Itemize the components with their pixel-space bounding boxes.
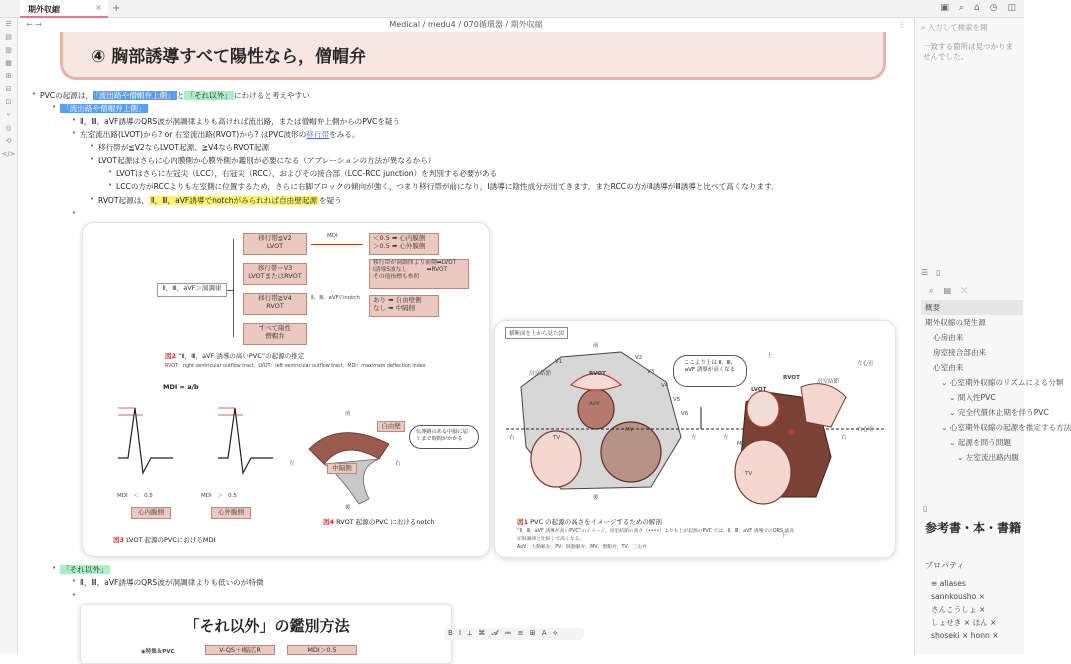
outline-item[interactable]: ⌄ 心室期外収縮の起源を推定する方法 [941, 423, 1071, 432]
home-icon[interactable]: ⌂ [973, 3, 980, 13]
outline-tools [929, 286, 967, 296]
search-icon: ⌕ [921, 23, 928, 32]
list-item[interactable]: • Ⅱ，Ⅲ，aVF誘導のQRS波が洞調律よりも低いのが特徴 [72, 577, 264, 587]
endo-result: 心内膜側 [131, 507, 171, 519]
graph-icon[interactable]: ⑂ [6, 111, 11, 119]
list-item[interactable]: • LVOT起源はさらに心内膜側か心膜外側か鑑別が必要になる（アブレーションの方法が異なるから） [90, 155, 436, 165]
right-sidebar [914, 18, 1071, 654]
bubble-conduction: 伝導路のある中隔に届くまで時間がかかる [409, 425, 479, 449]
list-item[interactable]: • 「それ以外」 [52, 564, 108, 574]
list-item[interactable]: • 移行帯が≦V2ならLVOT起源、≧V4ならRVOT起源 [90, 142, 270, 152]
tab-title: 期外収縮 [28, 5, 60, 14]
search-icon[interactable]: ⌕ [958, 3, 964, 13]
outline-item[interactable]: ⌄ 完全代償休止期を伴うPVC [949, 408, 1049, 417]
outline-item[interactable]: ⌄ 間入性PVC [949, 393, 996, 402]
collapse-icon[interactable]: ⤫ [961, 286, 968, 295]
copy-icon[interactable]: ▤ [943, 286, 952, 295]
v3-result: 移行帯が洞調律より前側➡LVOT Ⅰ誘導S波なし ➡RVOT その他指標も参照 [369, 259, 469, 289]
mdi-lt: MDI ＜ 0.5 [117, 493, 153, 499]
code-icon[interactable]: </> [1, 150, 16, 158]
epi-result: 心外膜側 [211, 507, 251, 519]
mdi-waveforms [113, 403, 293, 483]
figure-flowchart: Ⅱ，Ⅲ，aVF＞洞調律 移行帯≦V2 LVOT 移行帯＝V3 LVOTまたはRVOT 移行帯≧V4 RVOT すべて陽性 僧帽弁 MDI ＜0.5 ➡ 心内膜側 ＞0.5 ➡ 心外膜側 移行帯が洞調律より前側➡LVOT Ⅰ誘導S波なし ➡RVOT その他指標も参照 Ⅱ，Ⅲ，aVFのnotch あり ➡ 自由壁側 なし ➡ 中隔側 図2 “Ⅱ，Ⅲ，aVF 誘導の高いPVC”の起源の推定 RVOT：right ventricular outflow tract，LVOT：left ventricular outflow tract，MDI：maximam deflection index MDI = a/b MDI ＜ 0.5 MDI ＞ 0.5 心内膜側 心外膜側 図3 LVOT 起源のPVCにおけるMDI 前 自由壁 左 右 中隔側 後 伝導路のある中隔に届くまで時間がかかる 図4 RVOT 起源のPVC におけるnotch [82, 222, 490, 557]
caption-fig1: 図1 PVC の起源の高さをイメージするための解剖 [517, 518, 662, 526]
figure-title: 「それ以外」の鑑別方法 [184, 617, 350, 635]
mdi-gt: MDI ＞ 0.5 [201, 493, 237, 499]
layout-icon[interactable]: ▣ [940, 3, 949, 13]
clock-icon[interactable]: ◷ [989, 3, 998, 13]
right-toolbar [940, 3, 1016, 13]
outline-tab-icon[interactable]: ☰ [921, 268, 929, 277]
caption-fig3: 図3 LVOT 起源のPVCにおけるMDI [113, 536, 216, 544]
box-lvot: 移行帯≦V2 LVOT [243, 233, 307, 255]
list-item[interactable]: • 左室流出路(LVOT)から? or 右室流出路(RVOT)から? はPVC波形の移行帯をみる。 [72, 129, 360, 139]
box-rvot: 移行帯≧V4 RVOT [243, 293, 307, 315]
box-mitral: すべて陽性 僧帽弁 [243, 323, 307, 345]
table-icon[interactable]: ▦ [5, 59, 12, 67]
outline-list [921, 300, 1071, 465]
mdi-label: MDI [327, 233, 338, 239]
alias-row: しょせき × ほん × [931, 617, 997, 627]
sidebar-icon[interactable]: ◫ [1007, 3, 1016, 13]
file-icon[interactable]: ▯ [923, 504, 928, 513]
bubble-height: ここより上は Ⅱ，Ⅲ，aVF 誘導が高くなる [673, 355, 747, 387]
note-content: ④ 胸部誘導すべて陽性なら，僧帽弁 • PVCの起源は， 「流出路や僧帽弁上側」 と 「それ以外」 にわけると考えやすい • 「流出路や僧帽弁上側」 • Ⅱ，Ⅲ，aVF誘導のQRS波が洞調律よりも高ければ流出路，または僧帽弁上側からのPVCを疑う • 左室流出路(LVOT)から? or 右室流出路(RVOT)から? はPVC波形の移行帯をみる。 • 移行帯が≦V2ならLVOT起源、≧V4ならRVOT起源 • LVOT起源はさらに心内膜側か心膜外側か鑑別が必要になる（アブレーションの方法が異なるから） • LVOTはさらに左冠尖（LCC），右冠尖（RCC），およびその接合部（LCC-RCC junction）を判別する必要がある • LCCの方がRCCよりも左室側に位置するため，さらに右脚ブロックの傾向が強く，つまり移行帯が前になり，Ⅰ誘導に陰性成分が出てきます．またRCCの方がⅡ誘導がⅢ誘導と比べて高くなります． • RVOT起源は， Ⅱ，Ⅲ，aVF誘導でnotchがみられれば自由壁起源 を疑う • Ⅱ，Ⅲ，aVF＞洞調律 移行帯≦V2 LVOT 移行帯＝V3 LVOTまたはRVOT 移行帯≧V4 RVOT すべて陽性 僧帽弁 MDI ＜0.5 ➡ 心内膜側 ＞0.5 ➡ 心外膜側 移行帯が洞調律より前側➡LVOT Ⅰ誘導S波なし ➡RVOT その他指標も参照 Ⅱ，Ⅲ，aVFのnotch あり ➡ 自由壁側 なし ➡ 中隔側 図2 “Ⅱ，Ⅲ，aVF 誘導の高いPVC”の起源の推定 RVOT：right ventricular outflow tract，LVOT：left ventricular outflow tract，MDI：maximam deflection index MDI = a/b MDI ＜ 0.5 MDI ＞ 0.5 心内膜側 心外膜側 図3 LVOT 起源のPVCにおけるMDI 前 自由壁 左 右 中隔側 後 伝導路のある中隔に届くまで時間がかかる 図4 RVOT 起源のPVC におけるnotch 横断面を上から見た図 前 後 右 左 房室結節 RVOT AoV TV MV V1 V2 V3 V4 V5 V6 ここより上は Ⅱ，Ⅲ，aVF 誘導が高くなる 上 下 LVOT RVOT 房室結節 左心室 右心室 左 右 MV TV 図1 PVC の起源の高さをイメージするための解剖 “Ⅱ，Ⅲ，aVF 誘導が高いPVC”のイメージ。房室結節の高さ（••••）よりも上が起源のPVC では，Ⅱ，Ⅲ，aVF 誘導でのQRS 波高 が洞調律と比較して高くなる。 AoV：大動脈弁，PV：肺動脈弁，MV：僧帽弁，TV：三尖弁 • 「それ以外」 • Ⅱ，Ⅲ，aVF誘導のQRS波が洞調律よりも低いのが特徴 • 「それ以外」の鑑別方法 ◉特集＆PVC V-QS＋Ⅰ幅広R MDI＞0.5 [18, 32, 914, 654]
aliases-list [931, 578, 999, 643]
no-match-text: 一致する箇所は見つかりませんでした。 [923, 42, 1013, 62]
aliases-key: ≡ aliases [931, 579, 966, 588]
tab-active[interactable] [20, 0, 108, 18]
box-v3: 移行帯＝V3 LVOTまたはRVOT [243, 263, 307, 285]
search-icon[interactable]: ⌕ [929, 286, 934, 295]
outline-item[interactable]: 心室由来 [933, 363, 964, 372]
board-icon[interactable]: ⊞ [5, 72, 12, 80]
outline-item[interactable]: 期外収縮の発生源 [925, 318, 986, 327]
figure-other: 「それ以外」の鑑別方法 ◉特集＆PVC V-QS＋Ⅰ幅広R MDI＞0.5 [80, 604, 452, 664]
tab-bar [0, 0, 1024, 18]
outline-item[interactable]: ⌄ 左室流出路内腹 [957, 453, 1019, 462]
notch-result: あり ➡ 自由壁側 なし ➡ 中隔側 [369, 295, 439, 317]
new-tab-button[interactable]: + [112, 3, 121, 14]
list-item[interactable]: • RVOT起源は， Ⅱ，Ⅲ，aVF誘導でnotchがみられれば自由壁起源 を疑う [90, 195, 342, 205]
template-icon[interactable]: ⊟ [5, 85, 12, 93]
caption-fig2-sub: RVOT：right ventricular outflow tract，LVOT：left ventricular outflow tract，MDI：maximam deflection index [165, 364, 426, 369]
outline-item[interactable]: ⌄ 起源を問う問題 [949, 438, 1011, 447]
free-wall-label: 自由壁 [377, 421, 405, 432]
list-item[interactable]: • PVCの起源は， 「流出路や僧帽弁上側」 と 「それ以外」 にわけると考えやすい [32, 90, 310, 100]
outline-item[interactable]: 房室接合部由来 [933, 348, 987, 357]
search-input[interactable]: ⌕ 入力して検索を開 [921, 23, 988, 32]
root-box: Ⅱ，Ⅲ，aVF＞洞調律 [157, 283, 227, 297]
target-icon[interactable]: ◎ [5, 124, 12, 132]
alias-row: sannkousho × [931, 591, 986, 601]
list-item[interactable]: • 「流出路や僧帽弁上側」 [52, 103, 146, 113]
mdi-formula: MDI = a/b [163, 383, 199, 391]
alias-row: さんこうしょ × [931, 604, 986, 614]
format-toolbar[interactable]: B I ⟂ ⌘ 𝓐 ≔ ≡ ⊞ A ⟡ [444, 628, 584, 640]
heading-banner: ④ 胸部誘導すべて陽性なら，僧帽弁 [60, 32, 886, 80]
files-icon[interactable]: ☰ [5, 20, 12, 28]
more-options-icon[interactable]: ⋮ [898, 20, 906, 29]
cross-section-label: 横断面を上から見た図 [505, 327, 568, 339]
list-item[interactable]: • LCCの方がRCCよりも左室側に位置するため，さらに右脚ブロックの傾向が強く，つまり移行帯が前になり，Ⅰ誘導に陰性成分が出てきます．またRCCの方がⅡ誘導がⅢ誘導と比べて高くなります． [108, 181, 779, 191]
figure-anatomy: 横断面を上から見た図 前 後 右 左 房室結節 RVOT AoV TV MV V1 V2 V3 V4 V5 V6 ここより上は Ⅱ，Ⅲ，aVF 誘導が高くなる 上 下 LVOT RVOT 房室結節 左心室 右心室 左 右 MV TV 図1 PVC の起源の高さをイメージするための解剖 “Ⅱ，Ⅲ，aVF 誘導が高いPVC”のイメージ。房室結節の高さ（••••）よりも上が起源のPVC では，Ⅱ，Ⅲ，aVF 誘導でのQRS 波高 が洞調律と比較して高くなる。 AoV：大動脈弁，PV：肺動脈弁，MV：僧帽弁，TV：三尖弁 [494, 320, 896, 558]
close-icon[interactable]: × [95, 3, 102, 12]
septum-label: 中隔側 [327, 463, 357, 474]
alias-row: shoseki × honn × [931, 630, 999, 640]
breadcrumb-bar [18, 18, 914, 32]
breadcrumb: Medical / medu4 / 070循環器 / 期外収縮 [389, 20, 543, 29]
grid-icon[interactable]: ▥ [5, 46, 12, 54]
properties-label: プロパティ [925, 561, 965, 570]
nav-arrows-icon[interactable]: ← → [26, 20, 42, 29]
caption-fig2: 図2 “Ⅱ，Ⅲ，aVF 誘導の高いPVC”の起源の推定 [165, 352, 305, 360]
sync-icon[interactable]: ⟲ [5, 137, 12, 145]
outline-item[interactable]: 概要 [921, 300, 1023, 315]
outline-item[interactable]: 心房由来 [933, 333, 964, 342]
mdi-result: ＜0.5 ➡ 心内膜側 ＞0.5 ➡ 心外膜側 [369, 233, 439, 255]
list-item[interactable]: • LVOTはさらに左冠尖（LCC），右冠尖（RCC），およびその接合部（LCC-RCC junction）を判別する必要がある [108, 168, 498, 178]
refs-heading: 参考書・本・書籍 [925, 521, 1022, 535]
notch-label: Ⅱ，Ⅲ，aVFのnotch [311, 295, 360, 301]
caption-fig4: 図4 RVOT 起源のPVC におけるnotch [323, 518, 435, 526]
panel-tabs [921, 268, 941, 277]
list-item[interactable]: • Ⅱ，Ⅲ，aVF誘導のQRS波が洞調律よりも高ければ流出路，または僧帽弁上側からのPVCを疑う [72, 116, 401, 126]
calendar-icon[interactable]: ▤ [5, 33, 12, 41]
internal-link[interactable]: 移行帯 [306, 130, 330, 139]
left-ribbon [0, 18, 18, 654]
file-tab-icon[interactable]: ▯ [936, 268, 941, 277]
canvas-icon[interactable]: ⊡ [5, 98, 12, 106]
outline-item[interactable]: ⌄ 心室期外収縮のリズムによる分類 [941, 378, 1064, 387]
